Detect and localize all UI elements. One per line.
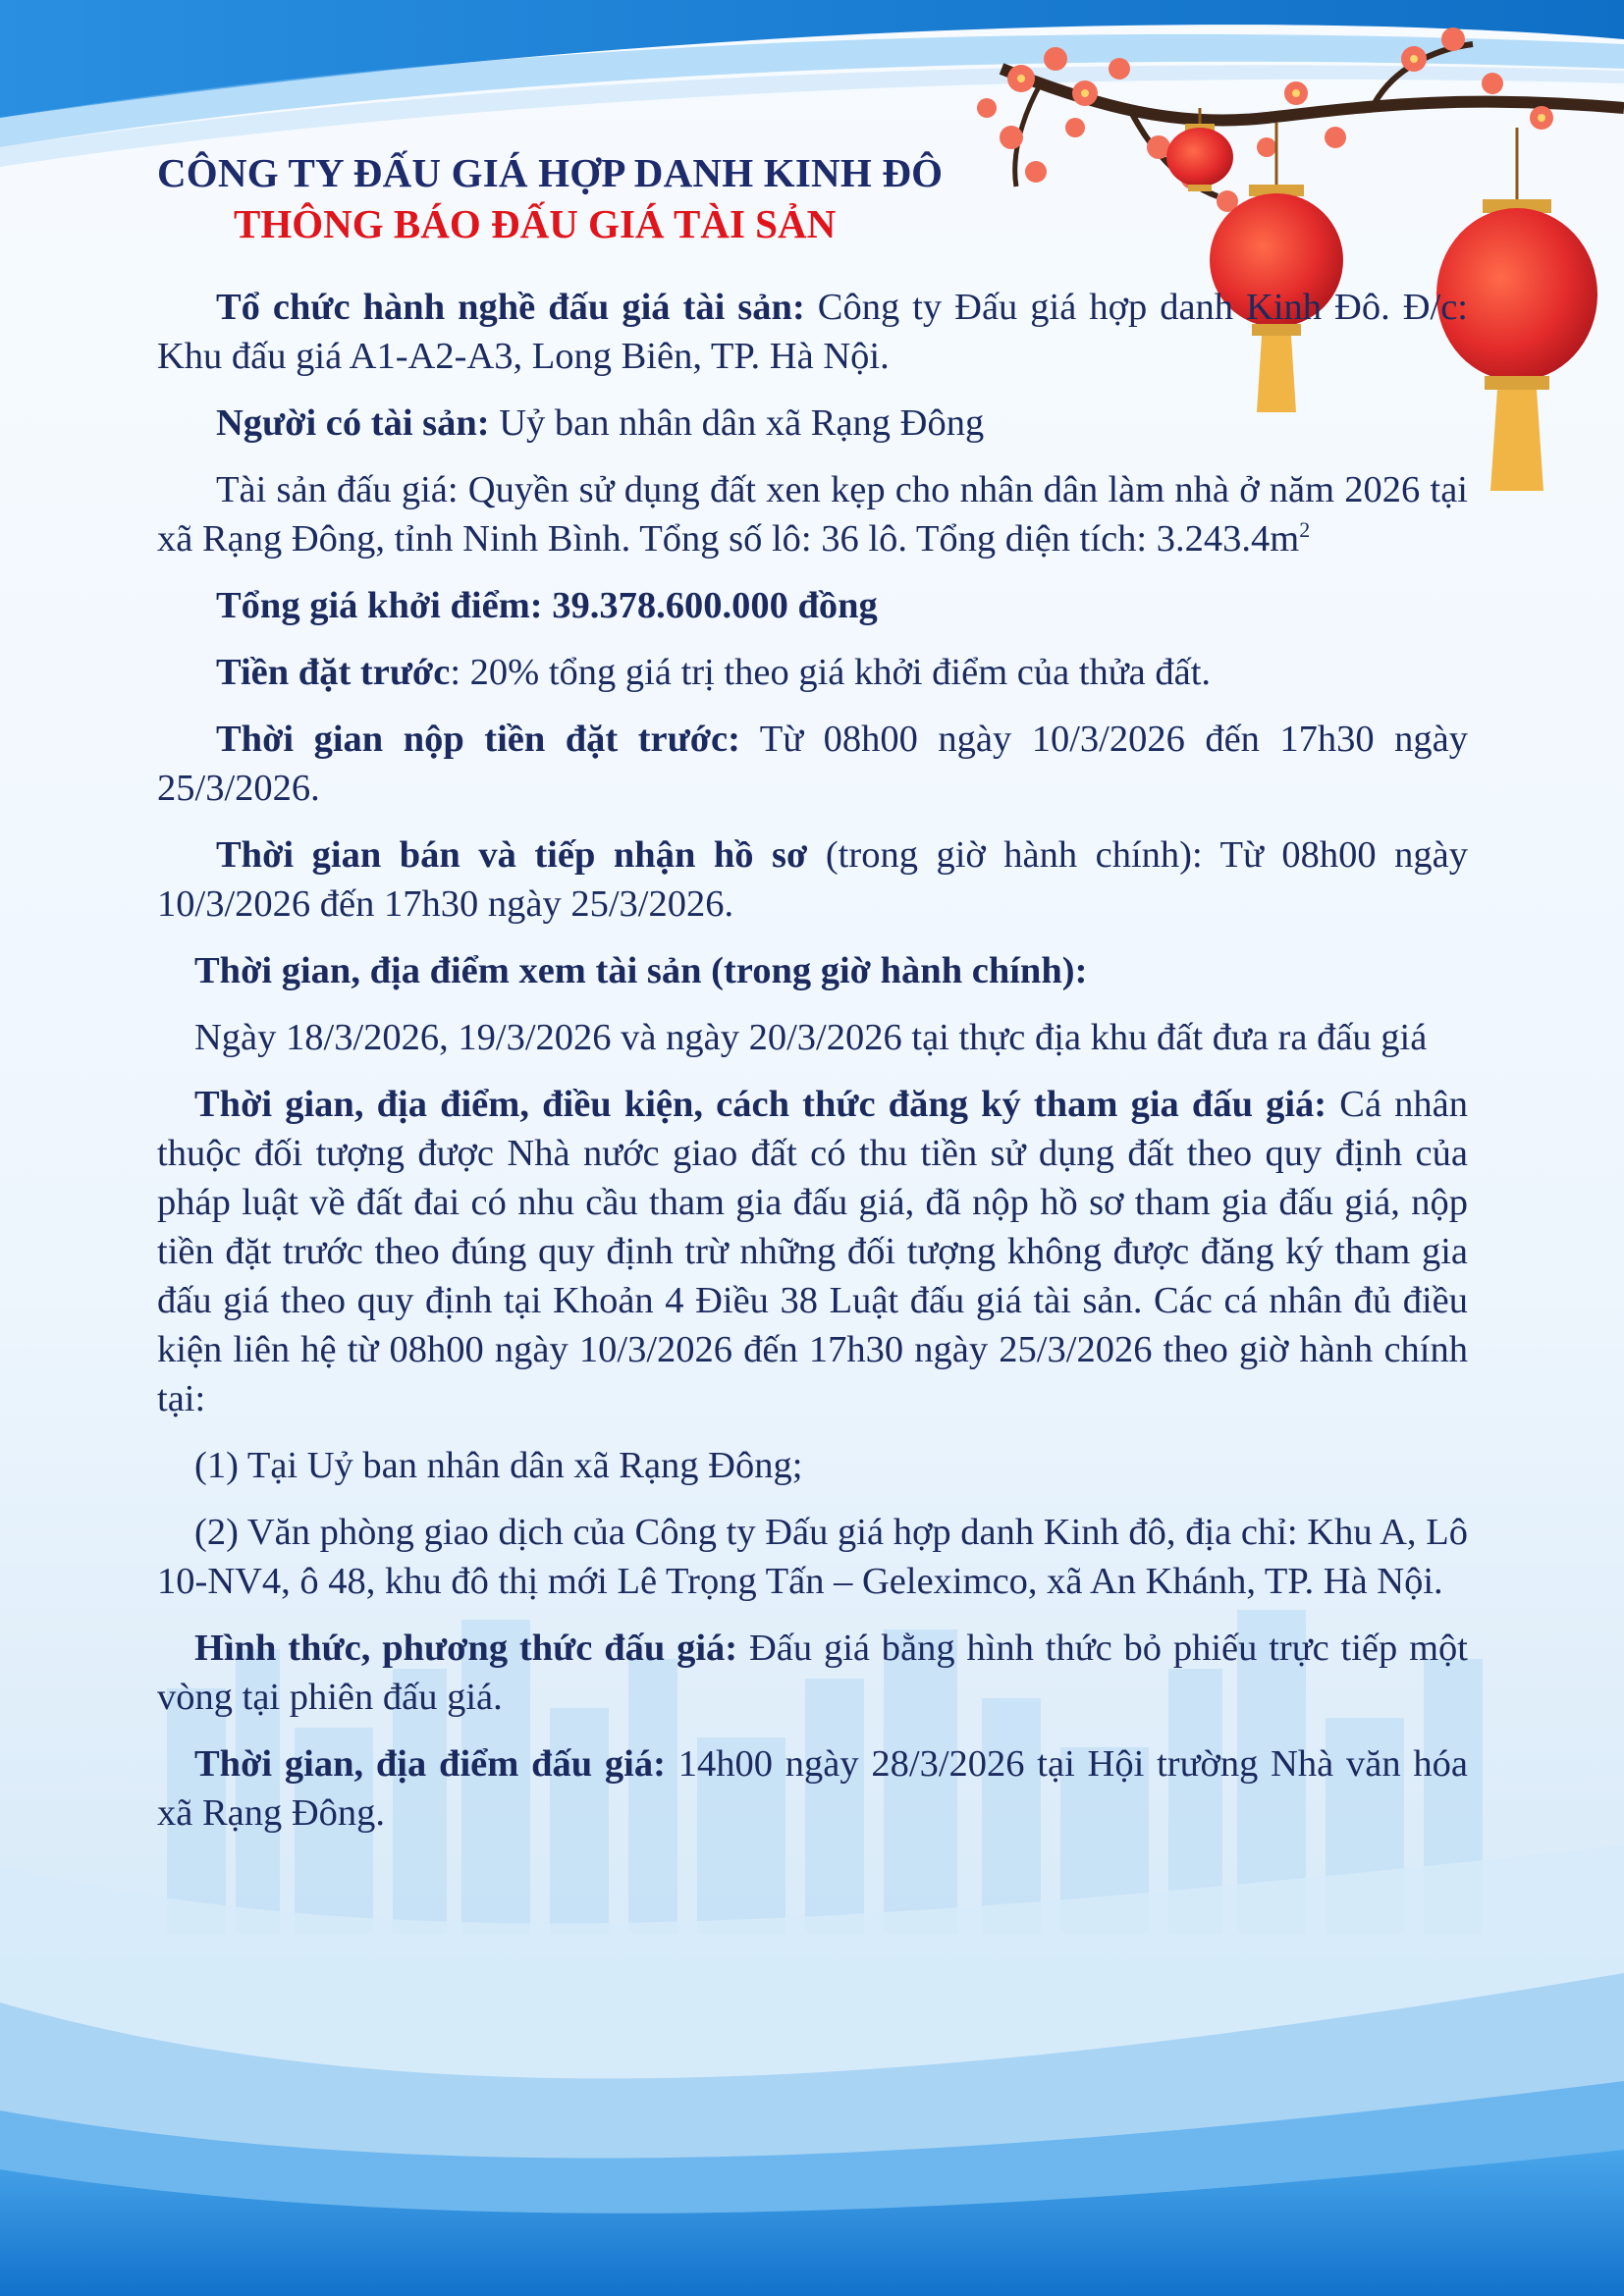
- place-2: (2) Văn phòng giao dịch của Công ty Đấu giá hợp danh Kinh đô, địa chỉ: Khu A, Lô 10-NV4, ô 48, khu đô thị mới Lê Trọng Tấn – Geleximco, xã An Khánh, TP. Hà Nội.: [157, 1512, 1468, 1602]
- deposit-value: : 20% tổng giá trị theo giá khởi điểm của thửa đất.: [450, 652, 1212, 693]
- notice-body: [157, 147, 1468, 1838]
- starting-price-paragraph: [157, 581, 1468, 630]
- notice-title: THÔNG BÁO ĐẤU GIÁ TÀI SẢN: [234, 201, 837, 246]
- organizer-paragraph: [157, 283, 1468, 381]
- organizer-value: Công ty Đấu giá hợp danh Kinh Đô. Đ/c: Khu đấu giá A1-A2-A3, Long Biên, TP. Hà Nội.: [157, 287, 1468, 377]
- deposit-time-value: Từ 08h00 ngày 10/3/2026 đến 17h30 ngày 25/3/2026.: [157, 719, 1468, 809]
- method-paragraph: [157, 1624, 1468, 1722]
- deposit-label: Tiền đặt trước: [216, 652, 451, 693]
- organizer-label: Tổ chức hành nghề đấu giá tài sản:: [216, 287, 805, 328]
- starting-price: Tổng giá khởi điểm: 39.378.600.000 đồng: [216, 585, 878, 626]
- asset-text: Tài sản đấu giá: Quyền sử dụng đất xen kẹp cho nhân dân làm nhà ở năm 2026 tại xã Rạng Đông, tỉnh Ninh Bình. Tổng số lô: 36 lô. Tổng diện tích: 3.243.4m: [157, 469, 1468, 560]
- company-name: CÔNG TY ĐẤU GIÁ HỢP DANH KINH ĐÔ: [157, 150, 944, 195]
- view-label: Thời gian, địa điểm xem tài sản (trong giờ hành chính):: [194, 950, 1088, 991]
- sale-time-value: (trong giờ hành chính): Từ 08h00 ngày 10/3/2026 đến 17h30 ngày 25/3/2026.: [157, 834, 1468, 925]
- asset-paragraph: [157, 465, 1468, 563]
- register-value: Cá nhân thuộc đối tượng được Nhà nước giao đất có thu tiền sử dụng đất theo quy định của pháp luật về đất đai có nhu cầu tham gia đấu giá, đã nộp hồ sơ tham gia đấu giá, nộp tiền đặt trước theo đúng quy định trừ những đối tượng không được đăng ký tham gia đấu giá theo quy định tại Khoản 4 Điều 38 Luật đấu giá tài sản. Các cá nhân đủ điều kiện liên hệ từ 08h00 ngày 10/3/2026 đến 17h30 ngày 25/3/2026 theo giờ hành chính tại:: [157, 1084, 1468, 1419]
- owner-value: Uỷ ban nhân dân xã Rạng Đông: [489, 402, 985, 444]
- deposit-paragraph: [157, 648, 1468, 697]
- place-1: (1) Tại Uỷ ban nhân dân xã Rạng Đông;: [194, 1445, 803, 1486]
- auction-label: Thời gian, địa điểm đấu giá:: [194, 1743, 666, 1785]
- deposit-time-label: Thời gian nộp tiền đặt trước:: [216, 719, 740, 760]
- method-value: Đấu giá bằng hình thức bỏ phiếu trực tiếp một vòng tại phiên đấu giá.: [157, 1628, 1468, 1718]
- auction-paragraph: [157, 1739, 1468, 1838]
- view-heading: [157, 946, 1468, 995]
- view-paragraph: Ngày 18/3/2026, 19/3/2026 và ngày 20/3/2026 tại thực địa khu đất đưa ra đấu giá: [194, 1017, 1428, 1058]
- register-label: Thời gian, địa điểm, điều kiện, cách thức đăng ký tham gia đấu giá:: [194, 1084, 1327, 1125]
- method-label: Hình thức, phương thức đấu giá:: [194, 1628, 738, 1669]
- asset-unit-sup: 2: [1299, 517, 1311, 543]
- top-wave: [0, 0, 1624, 167]
- owner-label: Người có tài sản:: [216, 402, 490, 444]
- sale-time-paragraph: [157, 830, 1468, 929]
- auction-value: 14h00 ngày 28/3/2026 tại Hội trường Nhà văn hóa xã Rạng Đông.: [157, 1743, 1468, 1834]
- deposit-time-paragraph: [157, 715, 1468, 813]
- owner-paragraph: [157, 399, 1468, 448]
- register-paragraph: [157, 1080, 1468, 1423]
- sale-time-label: Thời gian bán và tiếp nhận hồ sơ: [216, 834, 808, 876]
